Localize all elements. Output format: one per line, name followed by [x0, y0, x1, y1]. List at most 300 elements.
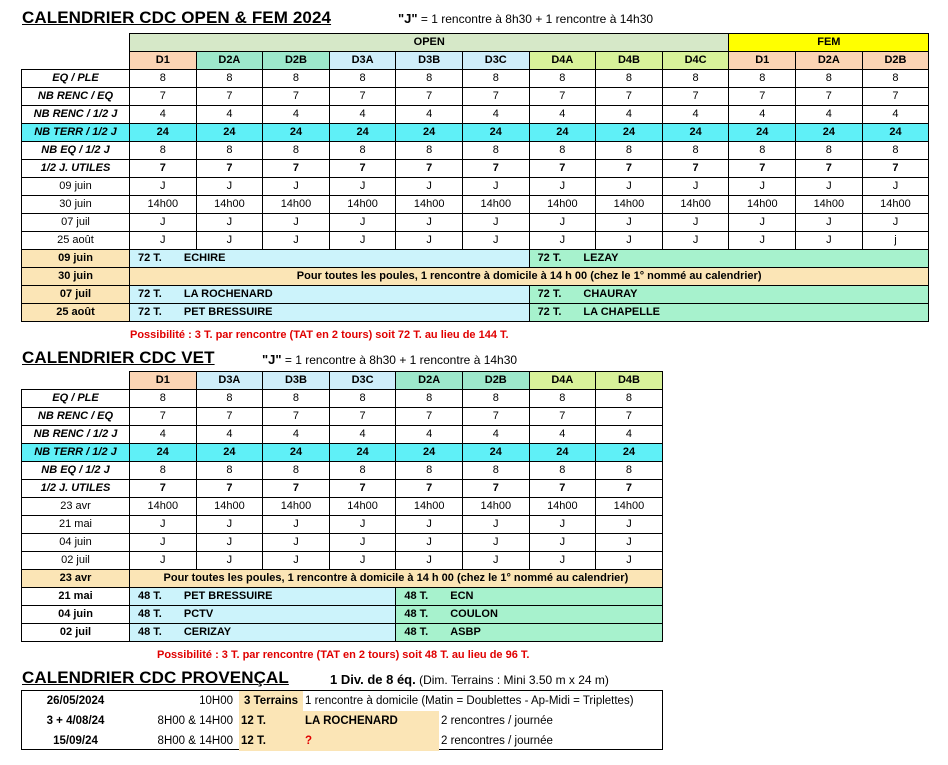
schedule-note: Pour toutes les poules, 1 rencontre à domicile à 14 h 00 (chez le 1° nommé au calendrier) — [130, 268, 929, 286]
table-cell: 24 — [596, 124, 663, 142]
table-cell: 8 — [662, 70, 729, 88]
provencal-time: 10H00 — [199, 695, 233, 707]
table-cell: 7 — [729, 88, 796, 106]
table-cell: 8 — [196, 462, 263, 480]
table-cell: J — [329, 232, 396, 250]
provencal-venue: ? — [303, 731, 439, 751]
table-cell: 14h00 — [862, 196, 929, 214]
table-cell: 7 — [396, 480, 463, 498]
row-label: 25 août — [22, 232, 130, 250]
terrain-count: 72 T. — [537, 252, 562, 264]
table-cell: J — [462, 534, 529, 552]
table-cell: 7 — [130, 160, 197, 178]
table-cell: 8 — [529, 462, 596, 480]
table-cell: 7 — [529, 480, 596, 498]
j-symbol: "J" — [262, 352, 282, 367]
table-cell: J — [662, 178, 729, 196]
table-cell: 7 — [196, 480, 263, 498]
table-cell: J — [462, 552, 529, 570]
table-cell: 8 — [796, 142, 863, 160]
row-label: NB RENC / 1/2 J — [22, 106, 130, 124]
table-cell: 7 — [729, 160, 796, 178]
table-cell: J — [196, 232, 263, 250]
division-header-row — [22, 372, 663, 390]
terrain-count: 72 T. — [537, 288, 562, 300]
table-cell: 4 — [329, 426, 396, 444]
j-legend-open — [398, 11, 653, 26]
j-legend-text: = 1 rencontre à 8h30 + 1 rencontre à 14h30 — [281, 353, 518, 367]
division-header: D2A — [796, 52, 863, 70]
provencal-time: 8H00 & 14H00 — [157, 715, 233, 727]
table-cell: 4 — [196, 426, 263, 444]
table-cell: 4 — [729, 106, 796, 124]
table-cell: 4 — [796, 106, 863, 124]
group-fem: FEM — [729, 34, 929, 52]
table-cell: J — [130, 178, 197, 196]
provencal-date: 15/09/24 — [53, 735, 98, 747]
empty-cell — [22, 372, 130, 390]
table-cell: 8 — [729, 142, 796, 160]
schedule-row — [22, 286, 929, 304]
table-cell: 8 — [662, 142, 729, 160]
table-cell: 8 — [729, 70, 796, 88]
table-cell: 8 — [396, 462, 463, 480]
table-cell: 7 — [462, 408, 529, 426]
table-cell: J — [596, 552, 663, 570]
table-cell: 8 — [529, 390, 596, 408]
table-cell: J — [130, 552, 197, 570]
table-cell: 14h00 — [396, 498, 463, 516]
table-cell: J — [796, 214, 863, 232]
table-cell: J — [130, 534, 197, 552]
table-cell: J — [263, 232, 330, 250]
schedule-row — [22, 624, 663, 642]
table-cell: 4 — [596, 426, 663, 444]
table-cell: 7 — [796, 88, 863, 106]
table-cell: 14h00 — [329, 196, 396, 214]
table-cell: 7 — [596, 408, 663, 426]
table-cell: 7 — [529, 160, 596, 178]
provencal-venue: LA ROCHENARD — [303, 711, 439, 731]
table-cell: J — [529, 178, 596, 196]
j-legend-vet — [262, 352, 517, 367]
table-cell: j — [862, 232, 929, 250]
provencal-terrains: 3 Terrains — [239, 691, 303, 711]
schedule-venue-left — [130, 606, 396, 624]
venue-name: ASBP — [450, 626, 481, 638]
table-row — [22, 196, 929, 214]
table-cell: 24 — [329, 444, 396, 462]
table-cell: J — [130, 516, 197, 534]
table-cell: 8 — [462, 462, 529, 480]
table-cell: 7 — [329, 160, 396, 178]
provencal-desc: 2 rencontres / journée — [441, 715, 553, 727]
possibility-note-open: Possibilité : 3 T. par rencontre (TAT en 2 tours) soit 72 T. au lieu de 144 T. — [130, 329, 509, 341]
schedule-row — [22, 588, 663, 606]
table-cell: J — [462, 214, 529, 232]
terrain-count: 48 T. — [404, 626, 429, 638]
table-cell: J — [396, 178, 463, 196]
schedule-venue-left — [130, 624, 396, 642]
venue-name: COULON — [450, 608, 498, 620]
table-cell: J — [729, 232, 796, 250]
division-header: D2B — [862, 52, 929, 70]
division-header: D2B — [263, 52, 330, 70]
row-label: EQ / PLE — [22, 390, 130, 408]
schedule-note: Pour toutes les poules, 1 rencontre à domicile à 14 h 00 (chez le 1° nommé au calendrier) — [130, 570, 663, 588]
division-header: D3A — [196, 372, 263, 390]
table-cell: J — [130, 214, 197, 232]
table-row — [22, 390, 663, 408]
table-cell: 8 — [529, 70, 596, 88]
table-cell: J — [596, 178, 663, 196]
schedule-venue-right — [396, 606, 662, 624]
table-cell: 24 — [862, 124, 929, 142]
division-header: D1 — [130, 372, 197, 390]
table-row — [22, 142, 929, 160]
schedule-venue-left — [130, 588, 396, 606]
row-label: 23 avr — [22, 498, 130, 516]
table-cell: 7 — [263, 160, 330, 178]
table-cell: 7 — [862, 160, 929, 178]
table-cell: 7 — [130, 88, 197, 106]
table-cell: J — [596, 534, 663, 552]
table-cell: J — [529, 534, 596, 552]
division-header-row — [22, 52, 929, 70]
table-cell: J — [196, 516, 263, 534]
table-cell: J — [662, 214, 729, 232]
table-cell: 8 — [796, 70, 863, 88]
table-cell: 4 — [529, 426, 596, 444]
row-label: 04 juin — [22, 534, 130, 552]
row-label: NB EQ / 1/2 J — [22, 462, 130, 480]
table-cell: J — [862, 178, 929, 196]
table-cell: J — [196, 534, 263, 552]
division-header: D3B — [396, 52, 463, 70]
schedule-row — [22, 606, 663, 624]
table-cell: 8 — [462, 70, 529, 88]
schedule-row — [22, 250, 929, 268]
terrain-count: 48 T. — [138, 608, 162, 620]
table-cell: 14h00 — [662, 196, 729, 214]
table-cell: J — [729, 214, 796, 232]
terrain-count: 48 T. — [138, 590, 162, 602]
row-label: 09 juin — [22, 178, 130, 196]
table-cell: 24 — [196, 444, 263, 462]
table-cell: 7 — [396, 88, 463, 106]
table-cell: 24 — [462, 124, 529, 142]
table-row — [22, 480, 663, 498]
row-label: 30 juin — [22, 196, 130, 214]
table-cell: 7 — [596, 480, 663, 498]
table-cell: 8 — [263, 390, 330, 408]
terrain-count: 72 T. — [138, 252, 162, 264]
schedule-venue-right — [529, 250, 929, 268]
table-cell: J — [596, 516, 663, 534]
division-header: D4A — [529, 52, 596, 70]
row-label: 1/2 J. UTILES — [22, 480, 130, 498]
table-cell: J — [862, 214, 929, 232]
table-cell: J — [329, 534, 396, 552]
row-label: 07 juil — [22, 214, 130, 232]
table-row — [22, 88, 929, 106]
possibility-note-vet: Possibilité : 3 T. par rencontre (TAT en 2 tours) soit 48 T. au lieu de 96 T. — [157, 649, 530, 661]
table-cell: 24 — [529, 124, 596, 142]
table-cell: 7 — [662, 160, 729, 178]
table-cell: 4 — [662, 106, 729, 124]
table-cell: 24 — [396, 124, 463, 142]
group-header-row — [22, 34, 929, 52]
row-label: NB RENC / EQ — [22, 88, 130, 106]
venue-name: LEZAY — [583, 252, 619, 264]
terrain-count: 48 T. — [138, 626, 162, 638]
table-cell: 7 — [462, 88, 529, 106]
table-cell: 8 — [596, 462, 663, 480]
table-cell: J — [196, 552, 263, 570]
table-cell: J — [396, 214, 463, 232]
table-cell: 7 — [396, 160, 463, 178]
table-cell: J — [462, 516, 529, 534]
row-label: NB EQ / 1/2 J — [22, 142, 130, 160]
table-cell: 7 — [462, 480, 529, 498]
table-cell: J — [263, 516, 330, 534]
terrain-count: 72 T. — [537, 306, 562, 318]
table-row — [22, 106, 929, 124]
division-header: D3B — [263, 372, 330, 390]
j-legend-text: = 1 rencontre à 8h30 + 1 rencontre à 14h30 — [417, 12, 654, 26]
table-cell: 7 — [862, 88, 929, 106]
table-cell: 7 — [596, 160, 663, 178]
division-header: D4A — [529, 372, 596, 390]
schedule-venue-right — [396, 624, 662, 642]
table-cell: 8 — [396, 70, 463, 88]
provencal-table — [22, 691, 662, 751]
table-cell: 4 — [462, 106, 529, 124]
table-cell: J — [596, 214, 663, 232]
venue-name: ECN — [450, 590, 474, 602]
table-cell: J — [329, 552, 396, 570]
table-row — [22, 462, 663, 480]
table-cell: 8 — [596, 142, 663, 160]
table-cell: 7 — [529, 408, 596, 426]
table-row — [22, 178, 929, 196]
table-cell: 14h00 — [462, 498, 529, 516]
table-cell: J — [529, 232, 596, 250]
venue-name: LA ROCHENARD — [183, 288, 273, 300]
table-row — [22, 516, 663, 534]
title-provencal: CALENDRIER CDC PROVENÇAL — [22, 668, 289, 687]
schedule-date: 02 juil — [22, 624, 130, 642]
table-cell: 14h00 — [130, 196, 197, 214]
table-cell: 14h00 — [462, 196, 529, 214]
table-cell: 7 — [529, 88, 596, 106]
table-cell: 24 — [396, 444, 463, 462]
table-cell: 8 — [329, 390, 396, 408]
provencal-date: 26/05/2024 — [46, 695, 105, 707]
table-cell: 14h00 — [596, 498, 663, 516]
table-cell: 8 — [263, 70, 330, 88]
table-cell: 8 — [529, 142, 596, 160]
table-cell: 7 — [196, 408, 263, 426]
table-cell: 4 — [196, 106, 263, 124]
table-cell: 8 — [862, 142, 929, 160]
table-cell: J — [196, 178, 263, 196]
table-cell: J — [529, 214, 596, 232]
division-header: D1 — [729, 52, 796, 70]
schedule-row — [22, 570, 663, 588]
table-cell: 4 — [329, 106, 396, 124]
schedule-date: 23 avr — [22, 570, 130, 588]
table-cell: 14h00 — [529, 196, 596, 214]
table-cell: J — [329, 178, 396, 196]
table-cell: 14h00 — [263, 196, 330, 214]
table-cell: 7 — [396, 408, 463, 426]
table-cell: 8 — [130, 70, 197, 88]
division-header: D3A — [329, 52, 396, 70]
table-cell: J — [529, 516, 596, 534]
schedule-venue-right — [396, 588, 662, 606]
schedule-date: 09 juin — [22, 250, 130, 268]
schedule-venue-right — [529, 304, 929, 322]
division-header: D3C — [462, 52, 529, 70]
table-cell: J — [396, 516, 463, 534]
table-cell: J — [796, 232, 863, 250]
table-cell: 8 — [263, 462, 330, 480]
terrain-count: 72 T. — [138, 306, 162, 318]
table-row — [22, 70, 929, 88]
schedule-date: 07 juil — [22, 286, 130, 304]
table-cell: 7 — [796, 160, 863, 178]
table-cell: 24 — [263, 444, 330, 462]
terrain-dimensions: (Dim. Terrains : Mini 3.50 m x 24 m) — [415, 673, 609, 687]
table-cell: 8 — [596, 70, 663, 88]
table-cell: 8 — [462, 390, 529, 408]
table-cell: 7 — [130, 480, 197, 498]
table-cell: J — [263, 552, 330, 570]
table-cell: J — [729, 178, 796, 196]
table-cell: 8 — [329, 70, 396, 88]
terrain-count: 72 T. — [138, 288, 162, 300]
table-cell: J — [396, 552, 463, 570]
row-label: NB RENC / EQ — [22, 408, 130, 426]
table-cell: J — [263, 214, 330, 232]
empty-cell — [22, 34, 130, 52]
table-cell: 4 — [862, 106, 929, 124]
table-cell: 4 — [130, 106, 197, 124]
table-cell: 24 — [130, 124, 197, 142]
division-header: D2A — [396, 372, 463, 390]
division-header: D2A — [196, 52, 263, 70]
provencal-desc: 2 rencontres / journée — [441, 735, 553, 747]
table-cell: 7 — [329, 408, 396, 426]
venue-name: CHAURAY — [583, 288, 638, 300]
table-cell: 4 — [396, 106, 463, 124]
table-row — [22, 498, 663, 516]
provencal-box — [21, 690, 663, 750]
table-row — [22, 160, 929, 178]
table-cell: 24 — [263, 124, 330, 142]
table-cell: 14h00 — [796, 196, 863, 214]
table-row — [22, 552, 663, 570]
table-cell: 24 — [529, 444, 596, 462]
schedule-date: 30 juin — [22, 268, 130, 286]
table-cell: 7 — [263, 88, 330, 106]
table-cell: 8 — [396, 390, 463, 408]
row-label: NB TERR / 1/2 J — [22, 444, 130, 462]
table-cell: 4 — [529, 106, 596, 124]
table-cell: 8 — [196, 390, 263, 408]
division-header: D1 — [130, 52, 197, 70]
table-cell: 7 — [263, 480, 330, 498]
row-label: 21 mai — [22, 516, 130, 534]
table-cell: 24 — [462, 444, 529, 462]
provencal-row — [22, 731, 662, 751]
j-symbol: "J" — [398, 11, 418, 26]
table-cell: J — [329, 516, 396, 534]
table-cell: 4 — [596, 106, 663, 124]
division-info: 1 Div. de 8 éq. — [330, 672, 416, 687]
table-cell: 4 — [396, 426, 463, 444]
venue-name: ECHIRE — [183, 252, 226, 264]
table-row — [22, 408, 663, 426]
table-cell: 24 — [329, 124, 396, 142]
table-cell: 14h00 — [529, 498, 596, 516]
schedule-date: 04 juin — [22, 606, 130, 624]
table-cell: 8 — [462, 142, 529, 160]
table-cell: 14h00 — [130, 498, 197, 516]
row-label: EQ / PLE — [22, 70, 130, 88]
provencal-row — [22, 711, 662, 731]
title-vet: CALENDRIER CDC VET — [22, 348, 215, 367]
table-cell: 8 — [196, 142, 263, 160]
schedule-venue-left — [130, 286, 530, 304]
table-cell: J — [796, 178, 863, 196]
table-cell: J — [662, 232, 729, 250]
provencal-desc: 1 rencontre à domicile (Matin = Doublettes - Ap-Midi = Triplettes) — [305, 695, 634, 707]
row-label: NB RENC / 1/2 J — [22, 426, 130, 444]
provencal-date: 3 + 4/08/24 — [46, 715, 105, 727]
table-cell: 24 — [662, 124, 729, 142]
venue-name: PET BRESSUIRE — [183, 306, 273, 318]
table-cell: 8 — [396, 142, 463, 160]
table-cell: 7 — [596, 88, 663, 106]
schedule-venue-left — [130, 250, 530, 268]
table-row — [22, 124, 929, 142]
table-cell: J — [130, 232, 197, 250]
vet-table — [21, 371, 663, 642]
open-fem-table — [21, 33, 929, 322]
empty-cell — [22, 52, 130, 70]
venue-name: PCTV — [183, 608, 214, 620]
table-row — [22, 214, 929, 232]
table-cell: 4 — [263, 106, 330, 124]
table-cell: 8 — [263, 142, 330, 160]
table-cell: 24 — [796, 124, 863, 142]
schedule-date: 25 août — [22, 304, 130, 322]
table-cell: J — [462, 178, 529, 196]
terrain-count: 48 T. — [404, 590, 429, 602]
table-cell: 14h00 — [329, 498, 396, 516]
table-cell: J — [396, 232, 463, 250]
table-cell: J — [263, 534, 330, 552]
table-cell: 7 — [329, 88, 396, 106]
terrain-count: 48 T. — [404, 608, 429, 620]
division-header: D2B — [462, 372, 529, 390]
provencal-terrains: 12 T. — [239, 731, 303, 751]
schedule-row — [22, 268, 929, 286]
table-cell: 8 — [130, 390, 197, 408]
group-open: OPEN — [130, 34, 729, 52]
